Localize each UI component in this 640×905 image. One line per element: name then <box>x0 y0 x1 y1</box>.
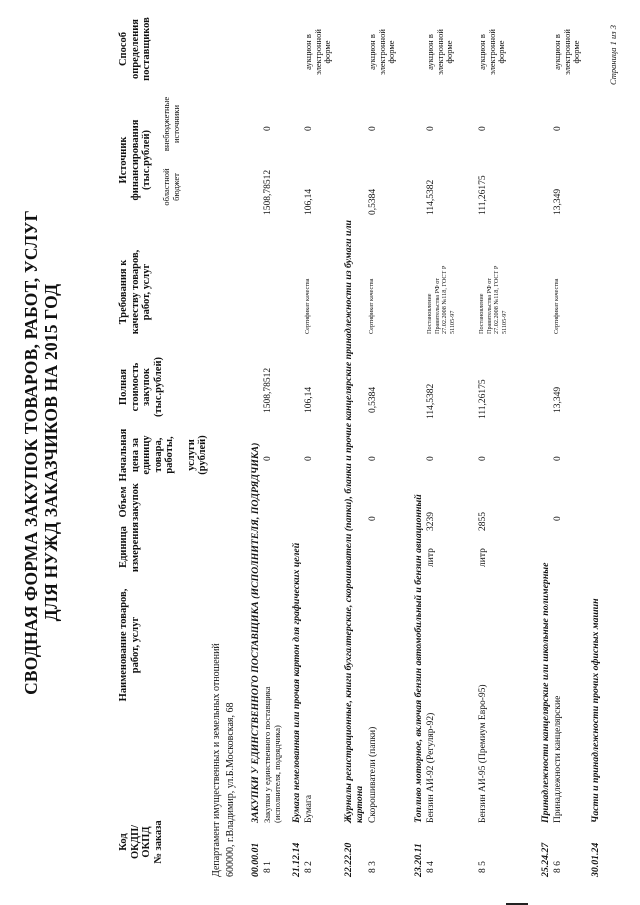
section-title: Журналы регистрационные, книги бухгалтерские, скорошиватели (папки), бланки и прочие канцелярские принадлежности из бумаги или <box>343 220 354 823</box>
order-number: 8 4 <box>426 861 436 873</box>
header-unit: Единица измерения <box>118 521 141 573</box>
document-title-line1: СВОДНАЯ ФОРМА ЗАКУПОК ТОВАРОВ, РАБОТ, УСЛУГ <box>21 210 41 695</box>
unit-price: 0 <box>263 456 273 461</box>
order-number: 8 6 <box>553 861 563 873</box>
section-title-continued: картона <box>354 785 365 823</box>
item-name: Бензин АИ-95 (Премиум Евро-95) <box>478 684 488 823</box>
header-code: Код ОКДП/ ОКПД № заказа <box>118 820 164 864</box>
order-number: 8 2 <box>304 861 314 873</box>
page-number: Страница 1 из 3 <box>608 25 618 85</box>
customer-name: Департамент имущественных и земельных отношений <box>211 643 222 877</box>
section-code: 25.24.27 <box>540 842 551 877</box>
extra-budget: 0 <box>478 126 488 131</box>
item-name: Бензин АИ-92 (Регуляр-92) <box>426 712 436 823</box>
regional-budget: 1508,78512 <box>263 169 273 215</box>
header-source-regional: областной бюджет <box>161 168 181 206</box>
procurement-method: аукцион в электронной форме <box>552 29 581 75</box>
header-total: Полная стоимость закупок (тыс.рублей) <box>118 356 164 418</box>
purchase-volume: 3239 <box>426 512 436 531</box>
header-source: Источник финансирования (тыс.рублей) <box>118 119 152 201</box>
section-code: 00.00.01 <box>250 842 261 877</box>
order-number: 8 5 <box>478 861 488 873</box>
procurement-method: аукцион в электронной форме <box>367 29 396 75</box>
procurement-method: аукцион в электронной форме <box>303 29 332 75</box>
extra-budget: 0 <box>426 126 436 131</box>
item-name: Бумага <box>304 794 314 823</box>
purchase-volume: 0 <box>553 516 563 521</box>
header-volume: Объем закупок <box>118 483 141 521</box>
regional-budget: 114,5382 <box>426 179 436 215</box>
header-source-extra: внебюджетные источники <box>161 96 181 152</box>
procurement-method: аукцион в электронной форме <box>425 29 454 75</box>
regional-budget: 111,26175 <box>478 175 488 215</box>
section-code: 22.22.20 <box>343 842 354 877</box>
quality-requirements: Постановление Правительства РФ от 27.02.2008 №118, ГОСТ Р 51105-97 <box>478 265 508 334</box>
item-name: Принадлежности канцелярские <box>553 695 563 823</box>
total-cost: 13,349 <box>553 386 563 413</box>
header-method: Способ определения поставщиков <box>118 17 152 81</box>
section-title: Бумага немелованная или прочая картон для графических целей <box>291 542 302 823</box>
regional-budget: 0,5384 <box>368 188 378 215</box>
purchase-volume: 0 <box>368 516 378 521</box>
unit-price: 0 <box>368 456 378 461</box>
unit-price: 0 <box>304 456 314 461</box>
section-code: 23.20.11 <box>413 843 424 877</box>
unit-of-measure: литр <box>426 548 436 567</box>
section-title: Принадлежности канцелярские или школьные полимерные <box>540 562 551 823</box>
order-number: 8 3 <box>368 861 378 873</box>
section-code: 21.12.14 <box>291 842 302 877</box>
item-name: Скорошиватели (папки) <box>368 726 378 823</box>
unit-price: 0 <box>553 456 563 461</box>
customer-address: 600000, г.Владимир, ул.Б.Московская, 68 <box>225 702 236 877</box>
extra-budget: 0 <box>553 126 563 131</box>
total-cost: 114,5382 <box>426 383 436 419</box>
unit-of-measure: литр <box>478 548 488 567</box>
section-code: 30.01.24 <box>590 842 601 877</box>
header-requirements: Требования к качеству товаров, работ, услуг <box>118 249 152 335</box>
total-cost: 106,14 <box>304 386 314 413</box>
extra-budget: 0 <box>368 126 378 131</box>
header-unit-price: Начальная цена за единицу товара, работы, услуги (рублей) <box>118 428 208 482</box>
regional-budget: 106,14 <box>304 188 314 215</box>
document-title-line2: ДЛЯ НУЖД ЗАКАЗЧИКОВ НА 2015 ГОД <box>41 283 61 622</box>
procurement-method: аукцион в электронной форме <box>477 29 506 75</box>
item-name: Закупки у единственного поставщика (исполнителя, подрядчика) <box>262 686 282 823</box>
regional-budget: 13,349 <box>553 188 563 215</box>
quality-requirements: Сертификат качества <box>553 278 560 334</box>
quality-requirements: Сертификат качества <box>304 278 311 334</box>
quality-requirements: Сертификат качества <box>368 278 375 334</box>
purchase-volume: 2855 <box>478 512 488 531</box>
quality-requirements: Постановление Правительства РФ от 27.02.2008 №118, ГОСТ Р 51105-97 <box>426 265 456 334</box>
unit-price: 0 <box>426 456 436 461</box>
section-title: Части и принадлежности прочих офисных машин <box>590 598 601 823</box>
extra-budget: 0 <box>263 126 273 131</box>
total-cost: 0,5384 <box>368 386 378 413</box>
header-name: Наименование товаров, работ, услуг <box>118 588 141 702</box>
order-number: 8 1 <box>263 861 273 873</box>
total-cost: 111,26175 <box>478 379 488 419</box>
section-title: Топливо моторное, включая бензин автомобильный и бензин авиационный <box>413 494 424 823</box>
unit-price: 0 <box>478 456 488 461</box>
total-cost: 1508,78512 <box>263 367 273 413</box>
section-title: ЗАКУПКИ У ЕДИНСТВЕННОГО ПОСТАВЩИКА (ИСПОЛНИТЕЛЯ, ПОДРЯДЧИКА) <box>250 442 261 823</box>
extra-budget: 0 <box>304 126 314 131</box>
